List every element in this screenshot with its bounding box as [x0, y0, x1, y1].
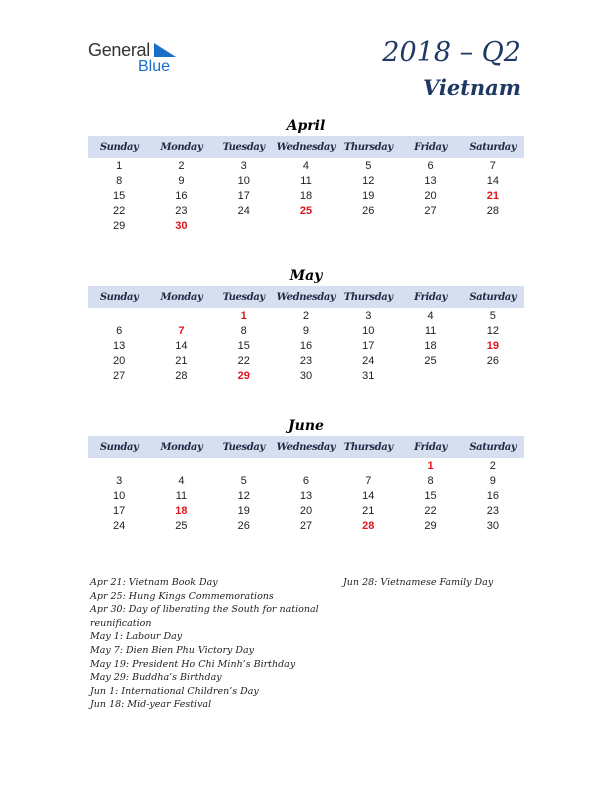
day-cell: 21	[362, 505, 375, 517]
holiday-note: Apr 30: Day of liberating the South for national reunification	[90, 604, 319, 629]
day-cell: 7	[178, 325, 185, 337]
weekday-sunday: Sunday	[99, 441, 139, 453]
day-cell: 30	[486, 520, 499, 532]
day-cell: 30	[175, 220, 188, 232]
day-cell: 6	[427, 160, 434, 172]
day-cell: 2	[178, 160, 185, 172]
day-cell: 22	[424, 505, 437, 517]
day-cell: 5	[489, 310, 496, 322]
month-april	[88, 116, 524, 234]
day-cell: 12	[486, 325, 499, 337]
day-cell: 25	[299, 205, 313, 217]
empty-cell	[399, 369, 461, 384]
week-row	[88, 474, 524, 489]
logo	[88, 40, 188, 80]
day-cell: 19	[362, 190, 375, 202]
day-cell: 4	[427, 310, 434, 322]
empty-cell	[275, 219, 337, 234]
month-grid	[88, 158, 524, 234]
day-cell: 20	[424, 190, 437, 202]
day-cell: 5	[240, 475, 247, 487]
day-cell: 12	[237, 490, 250, 502]
weekday-thursday: Thursday	[343, 291, 393, 303]
day-cell: 27	[299, 520, 313, 532]
day-cell: 13	[113, 340, 126, 352]
empty-cell	[399, 219, 461, 234]
weekday-friday: Friday	[414, 291, 447, 303]
day-cell: 20	[113, 355, 126, 367]
week-row	[88, 519, 524, 534]
day-cell: 18	[424, 340, 437, 352]
day-cell: 29	[113, 220, 126, 232]
logo-word-blue: Blue	[138, 58, 171, 75]
day-cell: 23	[299, 355, 313, 367]
day-cell: 6	[116, 325, 123, 337]
weekday-wednesday: Wednesday	[276, 141, 336, 153]
day-cell: 2	[489, 460, 496, 472]
day-cell: 9	[302, 325, 310, 337]
flag-icon	[154, 43, 176, 59]
day-cell: 5	[365, 160, 372, 172]
day-cell: 16	[486, 490, 499, 502]
day-cell: 24	[113, 520, 126, 532]
month-grid	[88, 308, 524, 384]
week-row	[88, 309, 524, 324]
day-cell: 11	[300, 175, 312, 187]
day-cell: 9	[178, 175, 185, 187]
weekday-thursday: Thursday	[343, 141, 393, 153]
day-cell: 25	[175, 520, 188, 532]
week-row	[88, 504, 524, 519]
empty-cell	[337, 219, 399, 234]
weekday-header	[88, 136, 524, 158]
weekday-monday: Monday	[160, 441, 203, 453]
holiday-note: May 19: President Ho Chi Minh’s Birthday	[90, 658, 296, 670]
month-title: May	[289, 268, 323, 284]
holiday-note: Jun 18: Mid-year Festival	[90, 699, 212, 711]
empty-cell	[88, 309, 150, 324]
day-cell: 9	[489, 475, 496, 487]
day-cell: 27	[113, 370, 126, 382]
week-row	[88, 204, 524, 219]
month-may	[88, 266, 524, 384]
day-cell: 17	[362, 340, 375, 352]
holiday-note: May 29: Buddha’s Birthday	[90, 672, 222, 684]
day-cell: 4	[302, 160, 310, 172]
day-cell: 1	[116, 160, 123, 172]
day-cell: 4	[178, 475, 185, 487]
day-cell: 19	[237, 505, 250, 517]
day-cell: 26	[486, 355, 499, 367]
day-cell: 21	[175, 355, 188, 367]
day-cell: 2	[302, 310, 310, 322]
month-june	[88, 416, 524, 534]
day-cell: 3	[116, 475, 123, 487]
month-title: June	[288, 418, 324, 434]
day-cell: 31	[362, 370, 375, 382]
day-cell: 26	[237, 520, 250, 532]
day-cell: 17	[237, 190, 250, 202]
day-cell: 8	[427, 475, 434, 487]
day-cell: 3	[365, 310, 372, 322]
day-cell: 3	[240, 160, 247, 172]
day-cell: 30	[299, 370, 313, 382]
holiday-notes-right	[343, 576, 543, 590]
day-cell: 17	[113, 505, 126, 517]
day-cell: 16	[299, 340, 313, 352]
day-cell: 6	[302, 475, 310, 487]
logo-word-general: General	[88, 40, 150, 60]
weekday-tuesday: Tuesday	[222, 441, 265, 453]
day-cell: 15	[237, 340, 250, 352]
holiday-note: Apr 21: Vietnam Book Day	[90, 577, 218, 588]
weekday-saturday: Saturday	[469, 291, 517, 303]
weekday-friday: Friday	[414, 141, 447, 153]
day-cell: 1	[427, 460, 434, 472]
day-cell: 8	[116, 175, 123, 187]
weekday-monday: Monday	[160, 141, 203, 153]
day-cell: 24	[237, 205, 250, 217]
day-cell: 27	[424, 205, 437, 217]
weekday-thursday: Thursday	[343, 441, 393, 453]
weekday-header	[88, 436, 524, 458]
day-cell: 23	[486, 505, 499, 517]
holiday-note: May 7: Dien Bien Phu Victory Day	[90, 644, 255, 656]
weekday-saturday: Saturday	[469, 141, 517, 153]
holiday-note: Jun 1: International Children’s Day	[90, 685, 259, 697]
month-grid	[88, 458, 524, 534]
week-row	[88, 369, 524, 384]
day-cell: 15	[113, 190, 126, 202]
country-name: Vietnam	[422, 75, 521, 100]
holiday-note: May 1: Labour Day	[90, 631, 183, 643]
weekday-monday: Monday	[160, 291, 203, 303]
weekday-tuesday: Tuesday	[222, 291, 265, 303]
day-cell: 10	[237, 175, 250, 187]
weekday-sunday: Sunday	[99, 291, 139, 303]
week-row	[88, 219, 524, 234]
week-row	[88, 459, 524, 474]
day-cell: 24	[362, 355, 375, 367]
day-cell: 7	[365, 475, 372, 487]
day-cell: 19	[486, 340, 499, 352]
day-cell: 1	[240, 310, 247, 322]
day-cell: 18	[175, 505, 188, 517]
day-cell: 20	[299, 505, 313, 517]
day-cell: 15	[424, 490, 437, 502]
day-cell: 18	[299, 190, 313, 202]
day-cell: 25	[424, 355, 437, 367]
day-cell: 22	[237, 355, 250, 367]
week-row	[88, 354, 524, 369]
week-row	[88, 324, 524, 339]
day-cell: 11	[424, 325, 437, 337]
quarter-title: 2018 – Q2	[382, 37, 521, 68]
empty-cell	[337, 459, 399, 474]
holiday-notes-left	[90, 576, 330, 712]
day-cell: 28	[175, 370, 188, 382]
weekday-wednesday: Wednesday	[276, 291, 336, 303]
holiday-note: Apr 25: Hung Kings Commemorations	[90, 590, 274, 602]
weekday-sunday: Sunday	[99, 141, 139, 153]
empty-cell	[275, 459, 337, 474]
day-cell: 29	[237, 370, 250, 382]
empty-cell	[462, 369, 524, 384]
day-cell: 23	[175, 205, 188, 217]
day-cell: 10	[113, 490, 126, 502]
day-cell: 10	[362, 325, 375, 337]
weekday-saturday: Saturday	[469, 441, 517, 453]
day-cell: 7	[489, 160, 496, 172]
day-cell: 28	[362, 520, 375, 532]
week-row	[88, 174, 524, 189]
weekday-wednesday: Wednesday	[276, 441, 336, 453]
week-row	[88, 159, 524, 174]
day-cell: 14	[175, 340, 188, 352]
day-cell: 13	[424, 175, 437, 187]
day-cell: 12	[362, 175, 375, 187]
day-cell: 29	[424, 520, 437, 532]
weekday-tuesday: Tuesday	[222, 141, 265, 153]
month-title: April	[286, 118, 326, 134]
day-cell: 16	[175, 190, 188, 202]
day-cell: 22	[113, 205, 126, 217]
holiday-note: Jun 28: Vietnamese Family Day	[343, 577, 494, 588]
week-row	[88, 489, 524, 504]
day-cell: 8	[240, 325, 247, 337]
empty-cell	[150, 459, 212, 474]
day-cell: 14	[362, 490, 375, 502]
empty-cell	[88, 459, 150, 474]
empty-cell	[213, 459, 275, 474]
day-cell: 26	[362, 205, 375, 217]
empty-cell	[150, 309, 212, 324]
week-row	[88, 339, 524, 354]
week-row	[88, 189, 524, 204]
day-cell: 13	[299, 490, 313, 502]
weekday-header	[88, 286, 524, 308]
day-cell: 21	[486, 190, 499, 202]
day-cell: 14	[486, 175, 499, 187]
empty-cell	[213, 219, 275, 234]
empty-cell	[462, 219, 524, 234]
day-cell: 28	[486, 205, 499, 217]
day-cell: 11	[175, 490, 188, 502]
weekday-friday: Friday	[414, 441, 447, 453]
